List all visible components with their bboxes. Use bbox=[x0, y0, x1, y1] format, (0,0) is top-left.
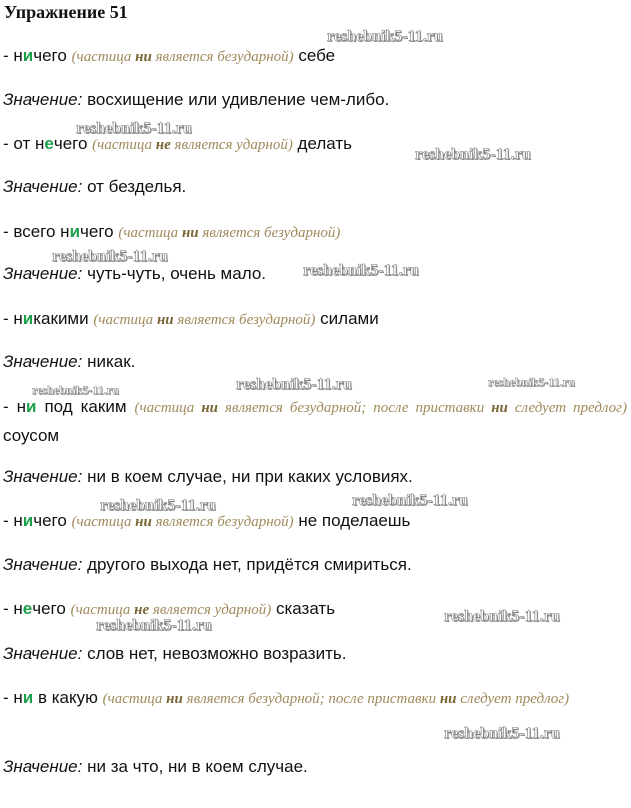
watermark: reshebnik5-11.ru bbox=[488, 375, 575, 389]
highlight-letter: и bbox=[22, 309, 34, 328]
list-item: - от нечего (частица не является ударной) делать bbox=[3, 134, 352, 153]
list-item: - всего ничего (частица ни является безударной) bbox=[3, 222, 341, 241]
item-text: чего bbox=[33, 46, 67, 65]
list-item: - ни в какую (частица ни является безударной; после приставки ни следует предлог) bbox=[3, 688, 570, 707]
highlight-letter: и bbox=[26, 397, 37, 416]
meaning-line: Значение: никак. bbox=[3, 352, 136, 371]
highlight-letter: и bbox=[22, 688, 34, 707]
grammar-note: (частица ни является безударной; после приставки ни следует предлог) bbox=[134, 400, 628, 416]
highlight-letter: е bbox=[44, 134, 54, 153]
watermark: reshebnik5-11.ru bbox=[352, 492, 468, 509]
list-item: - нечего (частица не является ударной) сказать bbox=[3, 599, 336, 618]
grammar-note: (частица ни является безударной) bbox=[93, 312, 316, 328]
meaning-line bbox=[3, 89, 389, 111]
highlight-letter: и bbox=[69, 222, 81, 241]
meaning-line: Значение: от безделья. bbox=[3, 177, 187, 196]
meaning-line: Значение: чуть-чуть, очень мало. bbox=[3, 264, 266, 283]
meaning-label: Значение: bbox=[3, 90, 83, 109]
meaning-line: Значение: слов нет, невозможно возразить. bbox=[3, 644, 347, 663]
item-text: - н bbox=[3, 46, 23, 65]
meaning-line: Значение: ни за что, ни в коем случае. bbox=[3, 757, 308, 776]
list-item: - никакими (частица ни является безударной) силами bbox=[3, 309, 379, 328]
list-item: - ни под каким (частица ни является безударной; после приставки ни следует предлог) соусом bbox=[3, 397, 628, 445]
list-item bbox=[3, 45, 335, 68]
highlight-letter: и bbox=[22, 46, 34, 65]
watermark: reshebnik5-11.ru bbox=[96, 617, 212, 634]
grammar-note: (частица не является ударной) bbox=[92, 137, 293, 153]
highlight-letter: и bbox=[22, 511, 34, 530]
meaning-line: Значение: ни в коем случае, ни при каких условиях. bbox=[3, 467, 413, 486]
watermark: reshebnik5-11.ru bbox=[52, 248, 168, 265]
watermark: reshebnik5-11.ru bbox=[444, 725, 560, 742]
watermark: reshebnik5-11.ru bbox=[327, 28, 443, 45]
grammar-note: (частица ни является безударной) bbox=[118, 225, 341, 241]
item-tail: себе bbox=[298, 46, 336, 65]
grammar-note: (частица ни является безударной) bbox=[71, 514, 294, 530]
grammar-note: (частица не является ударной) bbox=[70, 602, 272, 618]
meaning-line: Значение: другого выхода нет, придётся смириться. bbox=[3, 555, 412, 574]
watermark: reshebnik5-11.ru bbox=[236, 376, 352, 393]
watermark: reshebnik5-11.ru bbox=[32, 383, 119, 397]
grammar-note: (частица ни является безударной; после приставки ни следует предлог) bbox=[102, 691, 570, 707]
watermark: reshebnik5-11.ru bbox=[76, 120, 192, 137]
list-item: - ничего (частица ни является безударной) не поделаешь bbox=[3, 511, 411, 530]
grammar-note: (частица ни является безударной) bbox=[71, 49, 294, 65]
watermark: reshebnik5-11.ru bbox=[415, 146, 531, 163]
highlight-letter: е bbox=[22, 599, 33, 618]
watermark: reshebnik5-11.ru bbox=[444, 608, 560, 625]
page-title: Упражнение 51 bbox=[4, 2, 128, 22]
watermark: reshebnik5-11.ru bbox=[303, 262, 419, 279]
watermark: reshebnik5-11.ru bbox=[100, 497, 216, 514]
meaning-text: восхищение или удивление чем-либо. bbox=[87, 90, 390, 109]
